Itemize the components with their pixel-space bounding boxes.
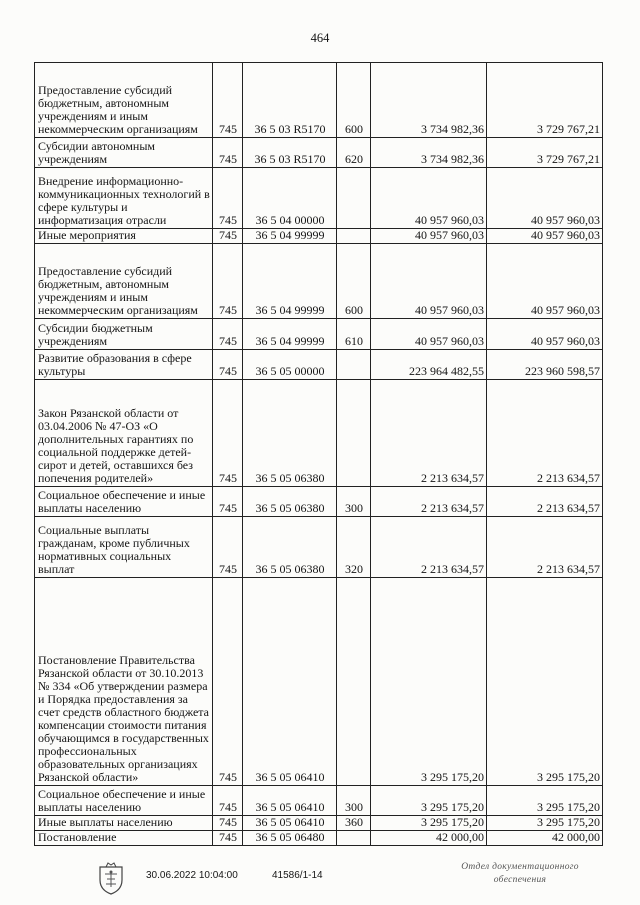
row-sum-1: 223 964 482,55 — [371, 350, 487, 380]
table-row — [35, 816, 603, 831]
row-sum-1: 3 295 175,20 — [371, 578, 487, 786]
row-ministry-code: 745 — [213, 244, 243, 319]
row-expense-type: 610 — [337, 319, 371, 350]
row-target-code: 36 5 04 99999 — [243, 229, 337, 244]
row-sum-1: 2 213 634,57 — [371, 487, 487, 517]
row-name: Развитие образования в сфере культуры — [35, 350, 213, 380]
row-sum-1: 3 734 982,36 — [371, 138, 487, 168]
row-expense-type: 320 — [337, 517, 371, 578]
row-expense-type: 600 — [337, 244, 371, 319]
row-sum-1: 3 295 175,20 — [371, 786, 487, 816]
row-expense-type — [337, 350, 371, 380]
row-sum-2: 3 729 767,21 — [487, 138, 603, 168]
table-row — [35, 319, 603, 350]
row-target-code: 36 5 05 06380 — [243, 380, 337, 487]
row-sum-2: 40 957 960,03 — [487, 244, 603, 319]
row-expense-type — [337, 831, 371, 846]
coat-of-arms-icon — [95, 860, 127, 896]
row-expense-type — [337, 578, 371, 786]
stamp-line-1: Отдел документационного — [461, 862, 579, 872]
row-target-code: 36 5 05 06410 — [243, 816, 337, 831]
row-sum-1: 40 957 960,03 — [371, 319, 487, 350]
row-expense-type: 620 — [337, 138, 371, 168]
row-ministry-code: 745 — [213, 350, 243, 380]
department-stamp — [440, 861, 600, 887]
row-ministry-code: 745 — [213, 229, 243, 244]
row-ministry-code: 745 — [213, 319, 243, 350]
table-row — [35, 244, 603, 319]
table-row — [35, 168, 603, 229]
row-sum-2: 3 729 767,21 — [487, 63, 603, 138]
row-sum-1: 3 295 175,20 — [371, 816, 487, 831]
row-sum-2: 223 960 598,57 — [487, 350, 603, 380]
row-ministry-code: 745 — [213, 168, 243, 229]
row-name: Социальные выплаты гражданам, кроме публичных нормативных социальных выплат — [35, 517, 213, 578]
row-sum-1: 40 957 960,03 — [371, 244, 487, 319]
budget-table — [34, 62, 603, 846]
row-ministry-code: 745 — [213, 138, 243, 168]
row-sum-1: 40 957 960,03 — [371, 168, 487, 229]
table-row — [35, 517, 603, 578]
row-expense-type: 360 — [337, 816, 371, 831]
row-target-code: 36 5 05 06410 — [243, 578, 337, 786]
table-row — [35, 229, 603, 244]
row-sum-1: 42 000,00 — [371, 831, 487, 846]
table-row — [35, 831, 603, 846]
row-name: Иные мероприятия — [35, 229, 213, 244]
row-ministry-code: 745 — [213, 786, 243, 816]
row-target-code: 36 5 05 06380 — [243, 487, 337, 517]
row-expense-type: 300 — [337, 786, 371, 816]
row-name: Внедрение информационно-коммуникационных технологий в сфере культуры и информатизация отрасли — [35, 168, 213, 229]
row-sum-1: 2 213 634,57 — [371, 380, 487, 487]
row-expense-type — [337, 168, 371, 229]
row-sum-2: 42 000,00 — [487, 831, 603, 846]
row-ministry-code: 745 — [213, 816, 243, 831]
row-name: Постановление Правительства Рязанской области от 30.10.2013 № 334 «Об утверждении размера и Порядка предоставления за счет средств областного бюджета компенсации стоимости питания обучающимся в государственных профессиональных образовательных организациях Рязанской области» — [35, 578, 213, 786]
row-target-code: 36 5 05 06410 — [243, 786, 337, 816]
table-row — [35, 487, 603, 517]
row-target-code: 36 5 03 R5170 — [243, 138, 337, 168]
table-row — [35, 63, 603, 138]
row-ministry-code: 745 — [213, 517, 243, 578]
row-sum-1: 2 213 634,57 — [371, 517, 487, 578]
row-expense-type: 600 — [337, 63, 371, 138]
row-target-code: 36 5 04 00000 — [243, 168, 337, 229]
page-number: 464 — [310, 31, 330, 45]
row-ministry-code: 745 — [213, 487, 243, 517]
row-sum-2: 40 957 960,03 — [487, 319, 603, 350]
row-target-code: 36 5 04 99999 — [243, 319, 337, 350]
table-row — [35, 138, 603, 168]
row-name: Субсидии автономным учреждениям — [35, 138, 213, 168]
row-sum-2: 40 957 960,03 — [487, 168, 603, 229]
table-row — [35, 350, 603, 380]
page-footer — [0, 860, 640, 905]
row-sum-1: 40 957 960,03 — [371, 229, 487, 244]
row-sum-2: 3 295 175,20 — [487, 816, 603, 831]
table-row — [35, 578, 603, 786]
row-sum-2: 2 213 634,57 — [487, 487, 603, 517]
row-name: Социальное обеспечение и иные выплаты населению — [35, 786, 213, 816]
row-target-code: 36 5 04 99999 — [243, 244, 337, 319]
row-sum-2: 3 295 175,20 — [487, 578, 603, 786]
row-ministry-code: 745 — [213, 578, 243, 786]
table-row — [35, 380, 603, 487]
row-ministry-code: 745 — [213, 831, 243, 846]
row-ministry-code: 745 — [213, 380, 243, 487]
row-name: Закон Рязанской области от 03.04.2006 № 47-ОЗ «О дополнительных гарантиях по социальной поддержке детей-сирот и детей, оставшихся без попечения родителей» — [35, 380, 213, 487]
stamp-line-2: обеспечения — [493, 875, 547, 885]
table-row — [35, 786, 603, 816]
row-target-code: 36 5 03 R5170 — [243, 63, 337, 138]
row-name: Предоставление субсидий бюджетным, автономным учреждениям и иным некоммерческим организациям — [35, 244, 213, 319]
row-name: Предоставление субсидий бюджетным, автономным учреждениям и иным некоммерческим организациям — [35, 63, 213, 138]
row-sum-2: 2 213 634,57 — [487, 380, 603, 487]
row-name: Субсидии бюджетным учреждениям — [35, 319, 213, 350]
row-sum-2: 2 213 634,57 — [487, 517, 603, 578]
row-sum-1: 3 734 982,36 — [371, 63, 487, 138]
signature-datetime: 30.06.2022 10:04:00 — [146, 870, 238, 881]
row-target-code: 36 5 05 06480 — [243, 831, 337, 846]
row-name: Иные выплаты населению — [35, 816, 213, 831]
row-expense-type — [337, 229, 371, 244]
row-expense-type — [337, 380, 371, 487]
row-name: Постановление — [35, 831, 213, 846]
document-number: 41586/1-14 — [272, 870, 323, 881]
row-name: Социальное обеспечение и иные выплаты населению — [35, 487, 213, 517]
row-target-code: 36 5 05 06380 — [243, 517, 337, 578]
row-expense-type: 300 — [337, 487, 371, 517]
row-ministry-code: 745 — [213, 63, 243, 138]
row-sum-2: 3 295 175,20 — [487, 786, 603, 816]
row-target-code: 36 5 05 00000 — [243, 350, 337, 380]
row-sum-2: 40 957 960,03 — [487, 229, 603, 244]
